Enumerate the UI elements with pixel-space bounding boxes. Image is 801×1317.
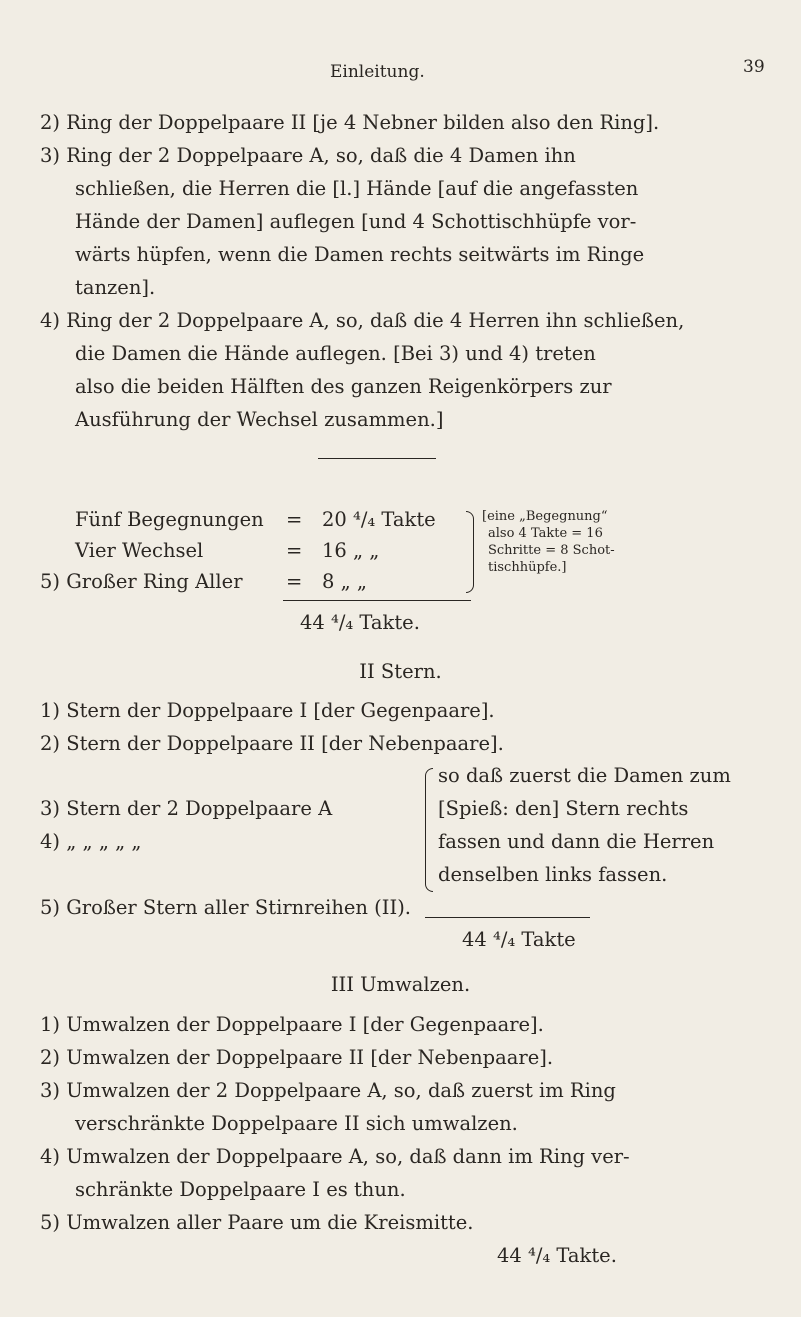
walz-item: 2) Umwalzen der Doppelpaare II [der Nebenpaare]. (40, 1046, 554, 1069)
star-item: 4) „ „ „ „ „ (40, 830, 142, 853)
walz-item-cont: verschränkte Doppelpaare II sich umwalzen. (75, 1112, 518, 1135)
side-note: [eine „Begegnung“ (482, 509, 608, 524)
running-head: Einleitung. (330, 62, 425, 82)
tally-eq: = (286, 508, 303, 531)
item-3-ring-cont: tanzen]. (75, 276, 156, 299)
item-4-ring-cont: also die beiden Hälften des ganzen Reigenkörpers zur (75, 375, 612, 398)
tally-value: 8 „ „ (322, 570, 368, 593)
brace-text: fassen und dann die Herren (438, 830, 715, 853)
brace-text: [Spieß: den] Stern rechts (438, 797, 689, 820)
tally-total: 44 ⁴/₄ Takte. (300, 611, 420, 634)
walz-item-cont: schränkte Doppelpaare I es thun. (75, 1178, 406, 1201)
section-heading: II Stern. (359, 660, 442, 683)
tally-eq: = (286, 570, 303, 593)
side-note: tischhüpfe.] (488, 560, 567, 575)
star-item: 3) Stern der 2 Doppelpaare A (40, 797, 333, 820)
tally-value: 20 ⁴/₄ Takte (322, 508, 436, 531)
star-item: 5) Großer Stern aller Stirnreihen (II). (40, 896, 411, 919)
section-divider (318, 458, 436, 459)
side-note: also 4 Takte = 16 (488, 526, 603, 541)
tally-label: Fünf Begegnungen (75, 508, 264, 531)
sum-rule (425, 917, 590, 918)
item-3-ring: 3) Ring der 2 Doppelpaare A, so, daß die 4 Damen ihn (40, 144, 576, 167)
item-2-ring: 2) Ring der Doppelpaare II [je 4 Nebner bilden also den Ring]. (40, 111, 660, 134)
section-total: 44 ⁴/₄ Takte. (497, 1244, 617, 1267)
item-3-ring-cont: Hände der Damen] auflegen [und 4 Schottischhüpfe vor- (75, 210, 637, 233)
walz-item: 3) Umwalzen der 2 Doppelpaare A, so, daß zuerst im Ring (40, 1079, 616, 1102)
walz-item: 4) Umwalzen der Doppelpaare A, so, daß dann im Ring ver- (40, 1145, 630, 1168)
page-number: 39 (743, 57, 765, 77)
walz-item: 1) Umwalzen der Doppelpaare I [der Gegenpaare]. (40, 1013, 544, 1036)
tally-eq: = (286, 539, 303, 562)
item-3-ring-cont: schließen, die Herren die [l.] Hände [auf die angefassten (75, 177, 639, 200)
star-item: 1) Stern der Doppelpaare I [der Gegenpaare]. (40, 699, 495, 722)
brace-text: so daß zuerst die Damen zum (438, 764, 731, 787)
star-item: 2) Stern der Doppelpaare II [der Nebenpaare]. (40, 732, 504, 755)
item-4-ring-cont: Ausführung der Wechsel zusammen.] (75, 408, 444, 431)
walz-item: 5) Umwalzen aller Paare um die Kreismitte. (40, 1211, 474, 1234)
side-note: Schritte = 8 Schot- (488, 543, 615, 558)
right-brace (466, 511, 474, 593)
item-3-ring-cont: wärts hüpfen, wenn die Damen rechts seitwärts im Ringe (75, 243, 645, 266)
tally-value: 16 „ „ (322, 539, 380, 562)
item-4-ring: 4) Ring der 2 Doppelpaare A, so, daß die 4 Herren ihn schließen, (40, 309, 685, 332)
tally-label: Vier Wechsel (75, 539, 204, 562)
item-4-ring-cont: die Damen die Hände auflegen. [Bei 3) und 4) treten (75, 342, 596, 365)
brace-text: denselben links fassen. (438, 863, 668, 886)
sum-rule (283, 600, 471, 601)
left-brace (425, 768, 433, 892)
section-heading: III Umwalzen. (330, 973, 471, 996)
tally-label: 5) Großer Ring Aller (40, 570, 243, 593)
section-total: 44 ⁴/₄ Takte (462, 928, 576, 951)
